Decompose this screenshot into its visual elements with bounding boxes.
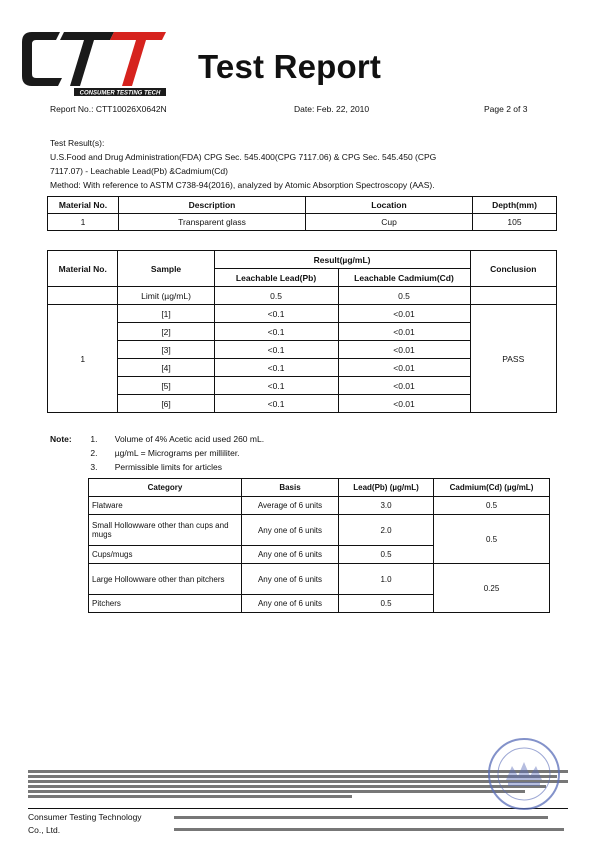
cell: 105 bbox=[473, 214, 557, 231]
note-2: µg/mL = Micrograms per milliliter. bbox=[114, 448, 240, 458]
th-location: Location bbox=[306, 197, 473, 214]
limit-label: Limit (µg/mL) bbox=[118, 287, 214, 305]
note-number: 2. bbox=[90, 448, 98, 458]
cadmium-cell: <0.01 bbox=[338, 323, 470, 341]
results-standard-line2: 7117.07) - Leachable Lead(Pb) &Cadmium(Cd) bbox=[50, 166, 228, 176]
th-category: Category bbox=[89, 479, 242, 497]
cadmium-limit-cell: 0.5 bbox=[434, 515, 550, 564]
note-number: 3. bbox=[90, 462, 98, 472]
report-number: Report No.: CTT10026X0642N bbox=[50, 104, 167, 114]
company-line-1: Consumer Testing Technology bbox=[28, 812, 142, 822]
table-row bbox=[48, 214, 557, 231]
table-row bbox=[48, 305, 557, 323]
sample-cell: [3] bbox=[118, 341, 214, 359]
results-standard-line1: U.S.Food and Drug Administration(FDA) CPG Sec. 545.400(CPG 7117.06) & CPG Sec. 545.450 (CPG bbox=[50, 152, 437, 162]
basis-cell: Any one of 6 units bbox=[242, 564, 339, 595]
th-cadmium: Leachable Cadmium(Cd) bbox=[338, 269, 470, 287]
company-line-2: Co., Ltd. bbox=[28, 825, 61, 835]
lead-limit-cell: 1.0 bbox=[339, 564, 434, 595]
lead-limit-cell: 0.5 bbox=[339, 546, 434, 564]
cadmium-limit-cell: 0.25 bbox=[434, 564, 550, 613]
results-section bbox=[50, 136, 560, 192]
cadmium-cell: <0.01 bbox=[338, 359, 470, 377]
basis-cell: Any one of 6 units bbox=[242, 595, 339, 613]
logo-tagline: CONSUMER TESTING TECH bbox=[79, 90, 161, 97]
basis-cell: Average of 6 units bbox=[242, 497, 339, 515]
report-date: Date: Feb. 22, 2010 bbox=[294, 104, 370, 114]
th-description: Description bbox=[119, 197, 306, 214]
lead-cell: <0.1 bbox=[214, 395, 338, 413]
ctt-logo bbox=[18, 18, 168, 98]
note-number: 1. bbox=[90, 434, 98, 444]
category-cell: Cups/mugs bbox=[89, 546, 242, 564]
cadmium-limit-cell: 0.5 bbox=[434, 497, 550, 515]
category-cell: Large Hollowware other than pitchers bbox=[89, 564, 242, 595]
category-cell: Pitchers bbox=[89, 595, 242, 613]
footer-address-lines bbox=[174, 813, 564, 831]
th-conclusion: Conclusion bbox=[470, 251, 557, 287]
cadmium-cell: <0.01 bbox=[338, 395, 470, 413]
notes-label: Note: bbox=[50, 434, 72, 444]
cadmium-cell: <0.01 bbox=[338, 341, 470, 359]
basis-cell: Any one of 6 units bbox=[242, 515, 339, 546]
lead-cell: <0.1 bbox=[214, 305, 338, 323]
lead-cell: <0.1 bbox=[214, 341, 338, 359]
sample-cell: [5] bbox=[118, 377, 214, 395]
company-name bbox=[28, 811, 168, 837]
cell: 1 bbox=[48, 214, 119, 231]
results-heading: Test Result(s): bbox=[50, 138, 105, 148]
material-table bbox=[47, 196, 557, 231]
basis-cell: Any one of 6 units bbox=[242, 546, 339, 564]
results-method: Method: With reference to ASTM C738-94(2016), analyzed by Atomic Absorption Spectroscopy (AAS). bbox=[50, 180, 435, 190]
conclusion-cell: PASS bbox=[470, 305, 557, 413]
table-row bbox=[89, 515, 550, 546]
lead-cell: <0.1 bbox=[214, 377, 338, 395]
limits-table bbox=[88, 478, 550, 613]
category-cell: Small Hollowware other than cups and mugs bbox=[89, 515, 242, 546]
limit-lead: 0.5 bbox=[214, 287, 338, 305]
limit-row bbox=[48, 287, 557, 305]
th-result: Result(µg/mL) bbox=[214, 251, 470, 269]
th-basis: Basis bbox=[242, 479, 339, 497]
table-row bbox=[89, 497, 550, 515]
sample-cell: [1] bbox=[118, 305, 214, 323]
lead-limit-cell: 0.5 bbox=[339, 595, 434, 613]
page-number: Page 2 of 3 bbox=[484, 104, 528, 114]
limit-cadmium: 0.5 bbox=[338, 287, 470, 305]
cell: Transparent glass bbox=[119, 214, 306, 231]
th-depth: Depth(mm) bbox=[473, 197, 557, 214]
sample-cell: [2] bbox=[118, 323, 214, 341]
category-cell: Flatware bbox=[89, 497, 242, 515]
th-sample: Sample bbox=[118, 251, 214, 287]
th-material-no: Material No. bbox=[48, 251, 118, 287]
result-table bbox=[47, 250, 557, 413]
th-lead-limit: Lead(Pb) (µg/mL) bbox=[339, 479, 434, 497]
note-1: Volume of 4% Acetic acid used 260 mL. bbox=[114, 434, 265, 444]
table-row bbox=[89, 564, 550, 595]
cell: Cup bbox=[306, 214, 473, 231]
th-material-no: Material No. bbox=[48, 197, 119, 214]
lead-limit-cell: 3.0 bbox=[339, 497, 434, 515]
lead-limit-cell: 2.0 bbox=[339, 515, 434, 546]
sample-cell: [6] bbox=[118, 395, 214, 413]
sample-cell: [4] bbox=[118, 359, 214, 377]
material-no-cell: 1 bbox=[48, 305, 118, 413]
th-cadmium-limit: Cadmium(Cd) (µg/mL) bbox=[434, 479, 550, 497]
report-title: Test Report bbox=[198, 48, 382, 85]
seal-stamp-icon bbox=[486, 736, 562, 812]
th-lead: Leachable Lead(Pb) bbox=[214, 269, 338, 287]
cadmium-cell: <0.01 bbox=[338, 305, 470, 323]
lead-cell: <0.1 bbox=[214, 359, 338, 377]
cadmium-cell: <0.01 bbox=[338, 377, 470, 395]
notes-section bbox=[50, 434, 264, 476]
lead-cell: <0.1 bbox=[214, 323, 338, 341]
note-3: Permissible limits for articles bbox=[114, 462, 222, 472]
